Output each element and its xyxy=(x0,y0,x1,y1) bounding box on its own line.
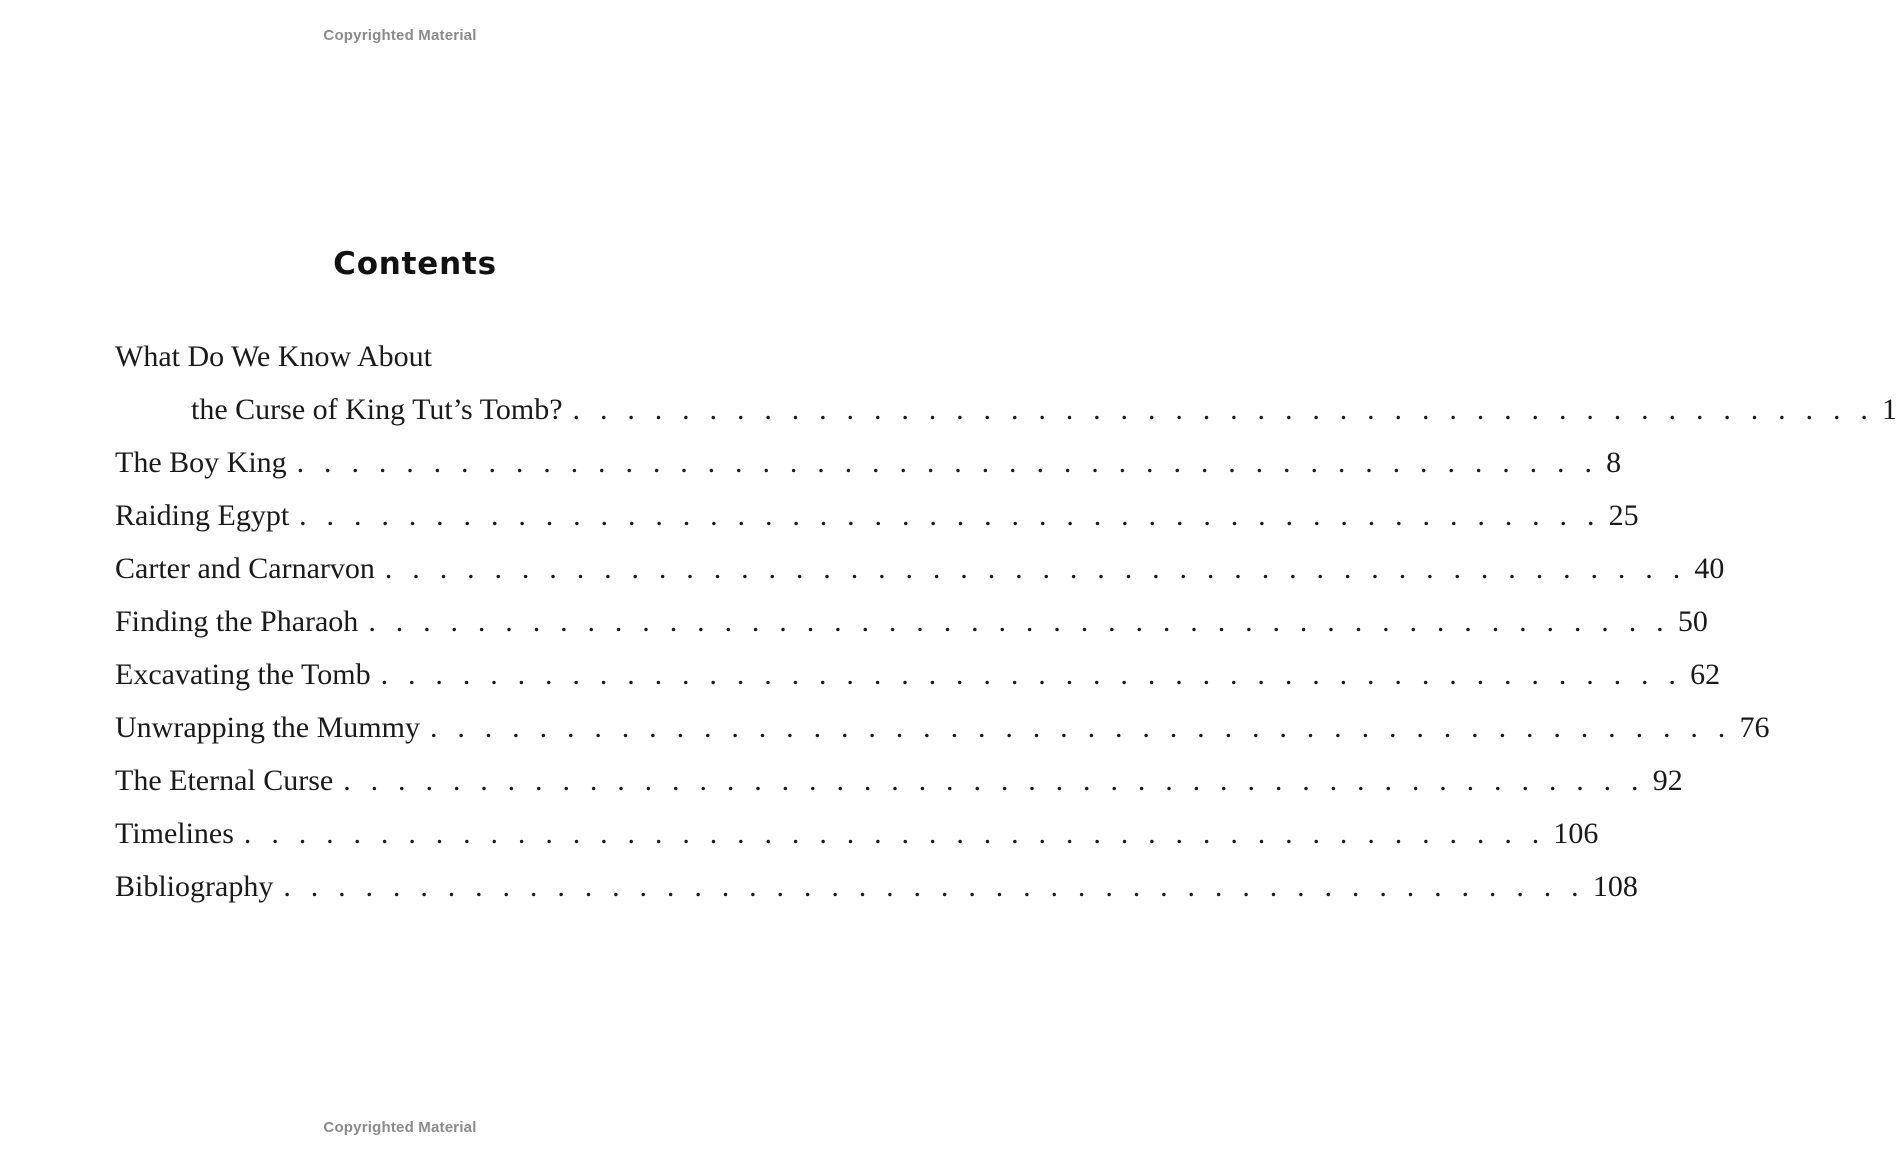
toc-entry-timelines[interactable] xyxy=(115,807,1599,860)
toc-entry-unwrapping-the-mummy[interactable] xyxy=(115,701,1770,754)
toc-entry-title: the Curse of King Tut’s Tomb? xyxy=(191,392,563,426)
toc-entry-title: Raiding Egypt xyxy=(115,498,290,532)
toc-entry-page: 76 xyxy=(1739,710,1770,744)
toc-entry-bibliography[interactable] xyxy=(115,860,1638,913)
toc-dot-leader: . . . . . . . . . . . . . . . . . . . . . . . . . . . . . . . . . . . . . . . . . . . . . . . . xyxy=(343,763,1645,797)
copyright-watermark-top: Copyrighted Material xyxy=(323,27,477,44)
toc-entry-page: 92 xyxy=(1652,763,1683,797)
toc-dot-leader: . . . . . . . . . . . . . . . . . . . . . . . . . . . . . . . . . . . . . . . . . . . . . . . . xyxy=(296,445,1599,479)
toc-entry-page: 1 xyxy=(1882,392,1897,426)
toc-entry-page: 40 xyxy=(1694,551,1725,585)
toc-entry-page: 8 xyxy=(1606,445,1622,479)
toc-entry-excavating-the-tomb[interactable] xyxy=(115,648,1721,701)
toc-dot-leader: . . . . . . . . . . . . . . . . . . . . . . . . . . . . . . . . . . . . . . . . . . . . . . . . xyxy=(429,710,1732,744)
toc-entry-title: Unwrapping the Mummy xyxy=(115,710,420,744)
table-of-contents xyxy=(115,330,1897,913)
toc-entry-page: 62 xyxy=(1690,657,1721,691)
toc-dot-leader: . . . . . . . . . . . . . . . . . . . . . . . . . . . . . . . . . . . . . . . . . . . . . . . . xyxy=(384,551,1687,585)
toc-dot-leader: . . . . . . . . . . . . . . . . . . . . . . . . . . . . . . . . . . . . . . . . . . . . . . . . xyxy=(243,816,1546,850)
toc-entry-title: Timelines xyxy=(115,816,234,850)
toc-entry-page: 106 xyxy=(1553,816,1599,850)
copyright-watermark-bottom: Copyrighted Material xyxy=(323,1119,477,1136)
toc-entry-intro-line1 xyxy=(115,330,715,383)
toc-dot-leader: . . . . . . . . . . . . . . . . . . . . . . . . . . . . . . . . . . . . . . . . . . . . . . . . xyxy=(572,392,1875,426)
toc-dot-leader: . . . . . . . . . . . . . . . . . . . . . . . . . . . . . . . . . . . . . . . . . . . . . . . . xyxy=(380,657,1683,691)
toc-entry-title: Bibliography xyxy=(115,869,274,903)
toc-entry-title: The Boy King xyxy=(115,445,287,479)
toc-entry-title: The Eternal Curse xyxy=(115,763,334,797)
toc-entry-raiding-egypt[interactable] xyxy=(115,489,1639,542)
toc-entry-page: 50 xyxy=(1677,604,1708,638)
toc-entry-title: Carter and Carnarvon xyxy=(115,551,375,585)
contents-heading: Contents xyxy=(333,246,497,282)
toc-dot-leader: . . . . . . . . . . . . . . . . . . . . . . . . . . . . . . . . . . . . . . . . . . . . . . . . xyxy=(368,604,1670,638)
toc-entry-page: 108 xyxy=(1592,869,1638,903)
toc-entry-page: 25 xyxy=(1608,498,1639,532)
toc-entry-title: What Do We Know About xyxy=(115,339,432,373)
toc-entry-title: Excavating the Tomb xyxy=(115,657,371,691)
toc-entry-finding-the-pharaoh[interactable] xyxy=(115,595,1708,648)
toc-entry-boy-king[interactable] xyxy=(115,436,1622,489)
toc-dot-leader: . . . . . . . . . . . . . . . . . . . . . . . . . . . . . . . . . . . . . . . . . . . . . . . . xyxy=(283,869,1585,903)
toc-entry-carter-and-carnarvon[interactable] xyxy=(115,542,1725,595)
toc-dot-leader: . . . . . . . . . . . . . . . . . . . . . . . . . . . . . . . . . . . . . . . . . . . . . . . . xyxy=(299,498,1601,532)
toc-entry-title: Finding the Pharaoh xyxy=(115,604,359,638)
toc-entry-curse[interactable] xyxy=(115,383,1897,436)
toc-entry-the-eternal-curse[interactable] xyxy=(115,754,1683,807)
